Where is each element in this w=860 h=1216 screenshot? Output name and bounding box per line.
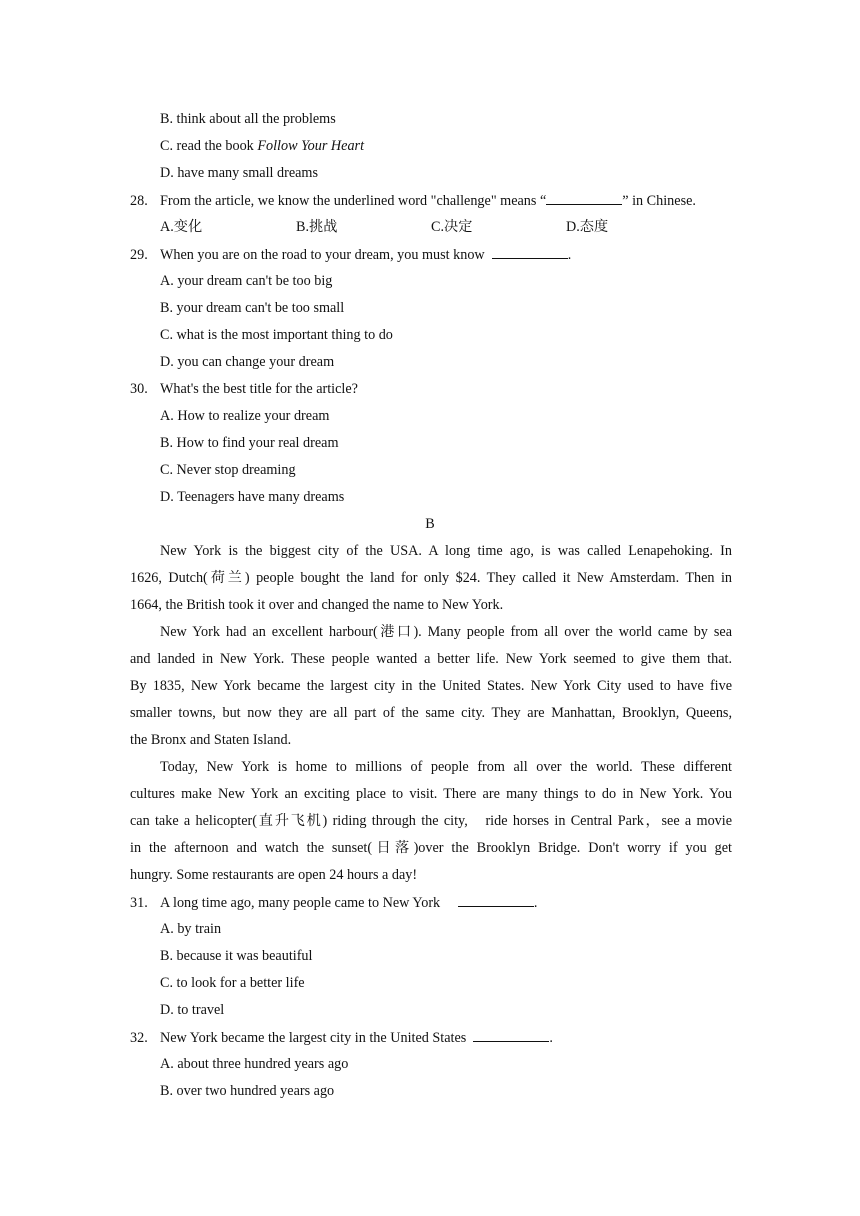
passage-line: hungry. Some restaurants are open 24 hours a day! xyxy=(130,867,418,883)
q31-option-c: C. to look for a better life xyxy=(160,975,305,991)
question-text: When you are on the road to your dream, you must know xyxy=(160,247,485,263)
q31-option-b: B. because it was beautiful xyxy=(160,948,313,964)
question-text: A long time ago, many people came to New York xyxy=(160,895,441,911)
q30-option-a: A. How to realize your dream xyxy=(160,408,330,424)
question-31 xyxy=(130,893,537,912)
q29-option-a: A. your dream can't be too big xyxy=(160,273,333,289)
question-number: 30. xyxy=(130,381,148,397)
passage-line: New York had an excellent harbour(港口). Many people from all over the world came by sea xyxy=(160,624,732,640)
passage-line: 1626, Dutch(荷兰) people bought the land for only $24. They called it New Amsterdam. Then in xyxy=(130,570,732,586)
passage-line: cultures make New York an exciting place to visit. There are many things to do in New York. You xyxy=(130,786,732,802)
answer-blank xyxy=(458,893,534,907)
question-text: New York became the largest city in the United States xyxy=(160,1030,467,1046)
q28-option-a: A.变化 xyxy=(160,219,203,235)
q27-option-c-text: C. read the book xyxy=(160,138,258,154)
question-number: 29. xyxy=(130,247,148,263)
q29-option-d: D. you can change your dream xyxy=(160,354,335,370)
q30-option-b: B. How to find your real dream xyxy=(160,435,339,451)
q31-option-a: A. by train xyxy=(160,921,222,937)
question-32 xyxy=(130,1028,553,1047)
passage-line: New York is the biggest city of the USA. A long time ago, is was called Lenapehoking. In xyxy=(160,543,732,559)
question-29 xyxy=(130,245,571,264)
q31-option-d: D. to travel xyxy=(160,1002,225,1018)
q27-option-b: B. think about all the problems xyxy=(160,111,336,127)
passage-line: By 1835, New York became the largest city in the United States. New York City used to have five xyxy=(130,678,732,694)
passage-line: and landed in New York. These people wanted a better life. New York seemed to give them that. xyxy=(130,651,732,667)
question-end: . xyxy=(567,247,572,263)
passage-line: 1664, the British took it over and changed the name to New York. xyxy=(130,597,504,613)
passage-line: Today, New York is home to millions of people from all over the world. These different xyxy=(160,759,732,775)
question-30 xyxy=(130,380,358,398)
question-28 xyxy=(130,191,696,210)
passage-line: in the afternoon and watch the sunset(日落)over the Brooklyn Bridge. Don't worry if you get xyxy=(130,840,732,856)
q30-option-d: D. Teenagers have many dreams xyxy=(160,489,345,505)
question-text: From the article, we know the underlined word "challenge" means “ xyxy=(160,193,547,209)
question-number: 28. xyxy=(130,193,148,209)
q29-option-b: B. your dream can't be too small xyxy=(160,300,345,316)
question-text-end: ” in Chinese. xyxy=(622,193,696,209)
answer-blank xyxy=(492,245,568,259)
question-number: 32. xyxy=(130,1030,148,1046)
q28-option-c: C.决定 xyxy=(431,219,473,235)
question-number: 31. xyxy=(130,895,148,911)
answer-blank xyxy=(546,191,622,205)
question-text: What's the best title for the article? xyxy=(160,381,358,397)
passage-line: smaller towns, but now they are all part of the same city. They are Manhattan, Brooklyn, Queens, xyxy=(130,705,732,721)
passage-line: the Bronx and Staten Island. xyxy=(130,732,292,748)
book-title: Follow Your Heart xyxy=(257,138,365,154)
answer-blank xyxy=(473,1028,549,1042)
question-end: . xyxy=(549,1030,553,1046)
section-heading: B xyxy=(425,516,435,532)
q32-option-b: B. over two hundred years ago xyxy=(160,1083,335,1099)
q27-option-c xyxy=(160,137,364,155)
q28-option-d: D.态度 xyxy=(566,219,609,235)
question-end: . xyxy=(533,895,538,911)
q28-option-b: B.挑战 xyxy=(296,219,338,235)
q32-option-a: A. about three hundred years ago xyxy=(160,1056,349,1072)
q30-option-c: C. Never stop dreaming xyxy=(160,462,296,478)
q27-option-d: D. have many small dreams xyxy=(160,165,318,181)
q29-option-c: C. what is the most important thing to do xyxy=(160,327,393,343)
passage-line: can take a helicopter(直升飞机) riding through the city, ride horses in Central Park，see a movie xyxy=(130,813,732,829)
